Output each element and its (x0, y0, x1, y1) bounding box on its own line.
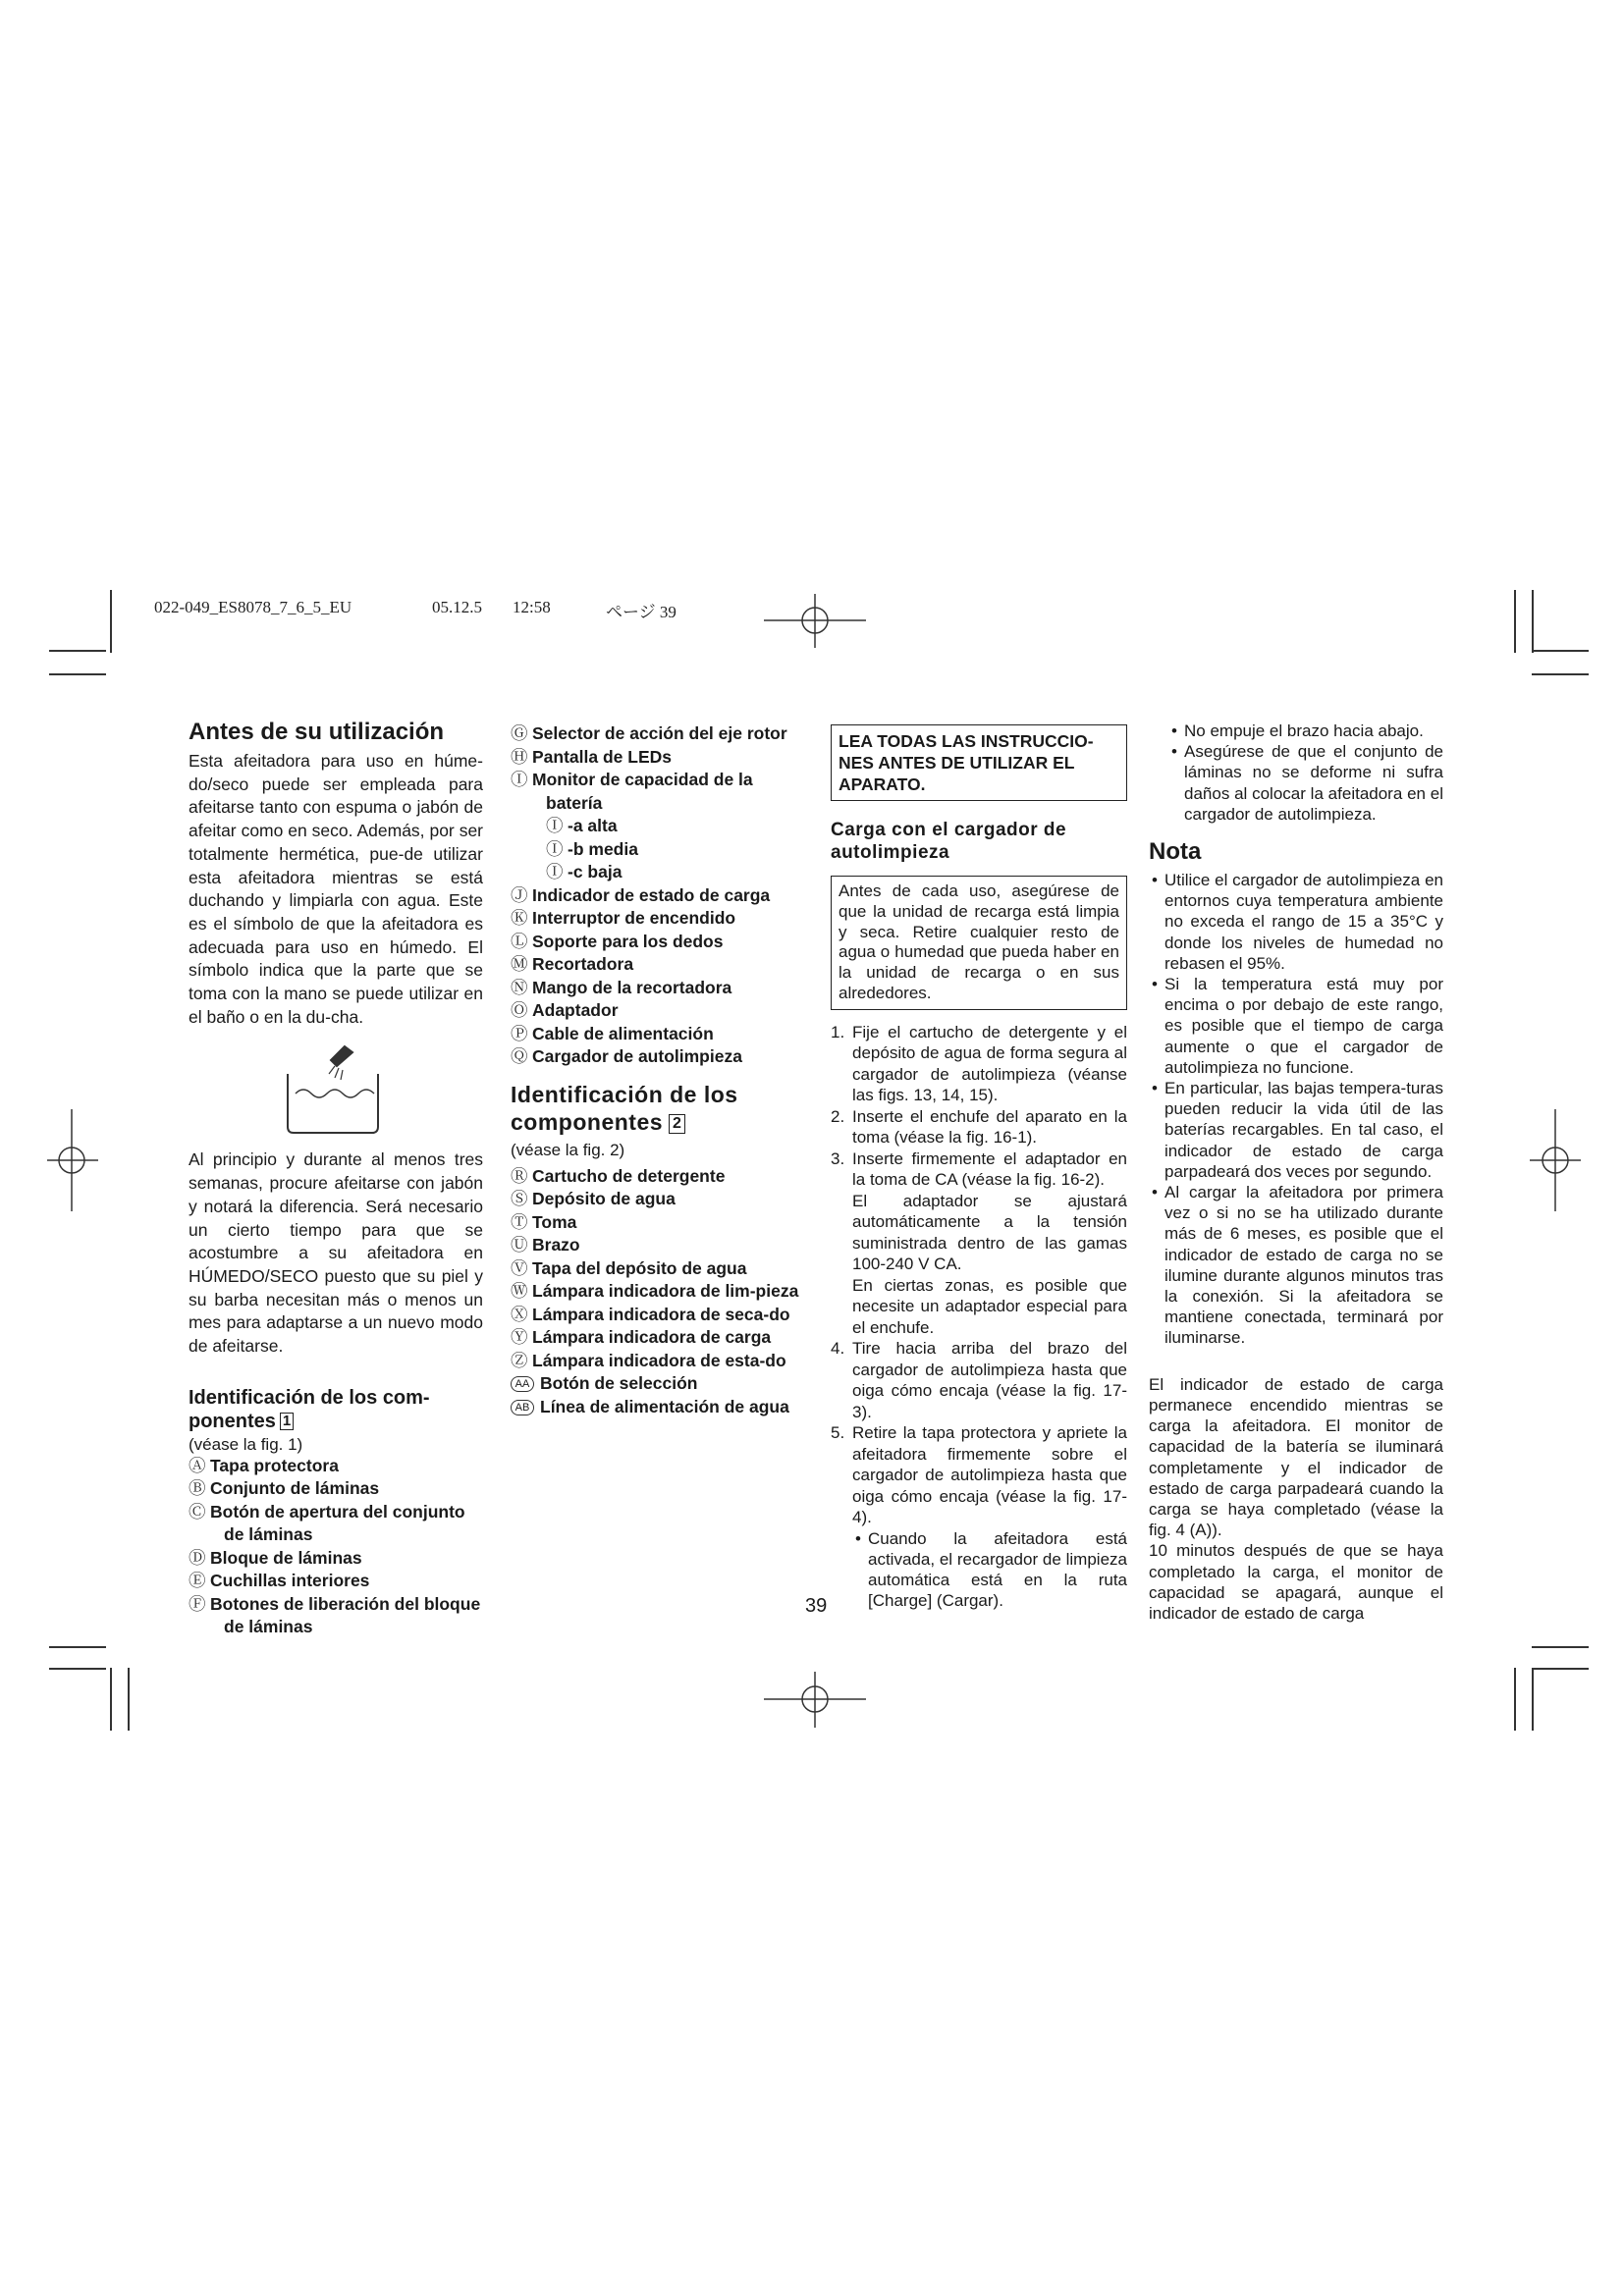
component-marker: Ⓙ (511, 884, 528, 905)
step-text: Fije el cartucho de detergente y el depósito de agua de forma segura al cargador de autolimpieza (véanse las figs. 13, 14, 15). (852, 1022, 1127, 1105)
paragraph: Al principio y durante al menos tres semanas, procure afeitarse con jabón y notará la diferencia. Será necesario un cierto tiempo para que se acostumbre a su afeitadora en HÚMEDO/SECO puesto que su piel y su barba necesitan más o menos un mes para adaptarse a un nuevo modo de afeitarse. (189, 1149, 483, 1357)
component-item (189, 1593, 483, 1639)
component-label: -b media (568, 838, 638, 859)
step-number: 5. (831, 1423, 845, 1443)
figure-number-badge: 1 (280, 1413, 294, 1430)
component-marker: Ⓜ (511, 954, 528, 974)
component-item (511, 1372, 805, 1396)
step-item (831, 1275, 1127, 1339)
registration-mark-icon (1530, 1109, 1581, 1211)
step-number: 4. (831, 1339, 845, 1359)
component-label: Brazo (532, 1235, 580, 1255)
component-marker: Ⓘ (546, 838, 564, 859)
step-text: Tire hacia arriba del brazo del cargador de autolimpieza hasta que oiga cómo encaja (véase la fig. 17-3). (852, 1339, 1127, 1421)
ident-title-text: Identificación de los componentes (511, 1081, 738, 1135)
slug-date: 05.12.5 (432, 598, 482, 616)
component-marker: Ⓟ (511, 1023, 528, 1043)
list-item: • Cuando la afeitadora está activada, el recargador de limpieza automática está en la ruta [Charge] (Cargar). (852, 1528, 1127, 1612)
component-label: Adaptador (532, 1000, 619, 1020)
component-item (511, 999, 805, 1023)
component-marker: Ⓥ (511, 1257, 528, 1278)
component-item (511, 1304, 805, 1327)
component-item (189, 1547, 483, 1571)
component-item (511, 746, 805, 770)
component-item (511, 953, 805, 977)
figure-reference: (véase la fig. 1) (189, 1434, 303, 1454)
component-label: Recortadora (532, 954, 634, 974)
figure-reference: (véase la fig. 2) (511, 1140, 625, 1159)
component-list (511, 722, 805, 1069)
component-marker: Ⓦ (511, 1281, 528, 1301)
component-label: -a alta (568, 816, 618, 835)
component-label: Toma (532, 1211, 577, 1232)
slug-page: ページ 39 (606, 603, 677, 621)
component-marker: Ⓛ (511, 931, 528, 951)
column-1 (189, 719, 483, 1639)
step-text: Inserte firmemente el adaptador en la toma de CA (véase la fig. 16-2). (852, 1148, 1127, 1190)
registration-mark-icon (47, 1109, 98, 1211)
slug-file: 022-049_ES8078_7_6_5_EU (154, 598, 352, 616)
ident-title-text: Identificación de los com-ponentes (189, 1386, 430, 1432)
component-item (511, 1165, 805, 1189)
component-marker: Ⓒ (189, 1501, 206, 1522)
component-marker: Ⓤ (511, 1235, 528, 1255)
component-marker: Ⓝ (511, 977, 528, 997)
component-label: Lámpara indicadora de seca-do (532, 1304, 790, 1324)
component-label: Cuchillas interiores (210, 1571, 370, 1591)
section-title (511, 1081, 805, 1136)
section-title: Carga con el cargador de autolimpieza (831, 820, 1067, 863)
component-marker: Ⓢ (511, 1189, 528, 1208)
slug-time: 12:58 (513, 598, 551, 616)
component-item (511, 931, 805, 954)
component-label: Línea de alimentación de agua (540, 1396, 789, 1416)
component-marker: Ⓣ (511, 1211, 528, 1232)
component-marker: Ⓘ (546, 816, 564, 835)
section-title (189, 1386, 483, 1433)
component-item (511, 1045, 805, 1069)
component-label: Tapa protectora (210, 1455, 339, 1475)
step-item (831, 1022, 1127, 1106)
column-4 (1149, 721, 1443, 1624)
component-item (511, 1211, 805, 1235)
step-item (831, 1338, 1127, 1422)
component-marker: Ⓘ (511, 770, 528, 789)
paragraph: Esta afeitadora para uso en húme-do/seco puede ser empleada para afeitarse tanto con espuma o jabón de afeitar como en seco. Además, por ser totalmente hermética, pue-de utilizar esta afeitadora mientras se está duchando y limpiarla con agua. Este es el símbolo de que la afeitadora es adecuada para uso en húmedo. El símbolo indica que la parte que se toma con la mano se puede utilizar en el baño o en la du-cha. (189, 751, 483, 1027)
component-label: Cartucho de detergente (532, 1165, 726, 1186)
component-label: Tapa del depósito de agua (532, 1257, 747, 1278)
step-item (831, 1106, 1127, 1148)
component-marker: Ⓖ (511, 723, 528, 743)
step-bullet-list (852, 1528, 1127, 1612)
component-item (189, 1501, 483, 1547)
component-label: Depósito de agua (532, 1189, 676, 1208)
component-marker: Ⓘ (546, 862, 564, 881)
component-item (511, 884, 805, 908)
section-title: Antes de su utilización (189, 719, 445, 745)
list-item: • No empuje el brazo hacia abajo. (1168, 721, 1443, 741)
step-text: Inserte el enchufe del aparato en la toma (véase la fig. 16-1). (852, 1106, 1127, 1148)
component-marker: AB (511, 1400, 534, 1415)
column-3 (831, 724, 1127, 1612)
step-text: Retire la tapa protectora y apriete la afeitadora firmemente sobre el cargador de autolimpieza hasta que oiga cómo encaja (véase la fig. 17-4). (852, 1423, 1127, 1527)
component-label: Bloque de láminas (210, 1547, 362, 1568)
column-2 (511, 722, 805, 1418)
warning-box: LEA TODAS LAS INSTRUCCIO-NES ANTES DE UTILIZAR EL APARATO. (831, 724, 1127, 801)
list-item: • Si la temperatura está muy por encima o por debajo de este rango, es posible que el tiempo de carga aumente o que el cargador de autolimpieza no funcione. (1149, 974, 1443, 1078)
step-item (831, 1422, 1127, 1528)
list-item: • Al cargar la afeitadora por primera vez o si no se ha utilizado durante más de 6 meses, es posible que el indicador de estado de carga no se ilumine durante algunos minutos tras la conexión. Si la afeitadora se mantiene conectada, terminará por iluminarse. (1149, 1182, 1443, 1349)
bullet-list (1149, 870, 1443, 1349)
component-label: -c baja (568, 862, 623, 881)
component-marker: Ⓚ (511, 908, 528, 928)
paragraph: El indicador de estado de carga permanece encendido mientras se carga la afeitadora. El monitor de capacidad de la batería se iluminará completamente y el indicador de estado de carga parpadeará cuando la carga se haya completado (véase la fig. 4 (A)). (1149, 1374, 1443, 1540)
component-marker: Ⓨ (511, 1327, 528, 1347)
component-label: Lámpara indicadora de lim-pieza (532, 1281, 799, 1301)
registration-mark-icon (764, 1672, 866, 1728)
component-item (511, 815, 805, 838)
shower-bath-icon (282, 1039, 390, 1137)
component-list (511, 1165, 805, 1419)
step-number: 2. (831, 1106, 845, 1126)
component-item (511, 861, 805, 884)
list-item: • Asegúrese de que el conjunto de láminas no se deforme ni sufra daños al colocar la afeitadora en el cargador de autolimpieza. (1168, 741, 1443, 825)
shower-figure (189, 1029, 483, 1137)
list-item: • Utilice el cargador de autolimpieza en entornos cuya temperatura ambiente no exceda el rango de 15 a 35°C y donde los niveles de humedad no rebasen el 95%. (1149, 870, 1443, 974)
component-label: Cable de alimentación (532, 1023, 714, 1043)
component-label: Interruptor de encendido (532, 908, 736, 928)
step-text: El adaptador se ajustará automáticamente a la tensión suministrada dentro de las gamas 100-240 V CA. (852, 1191, 1127, 1274)
component-item (189, 1477, 483, 1501)
component-label: Conjunto de láminas (210, 1478, 380, 1499)
component-label: Mango de la recortadora (532, 977, 732, 997)
component-label: Lámpara indicadora de esta-do (532, 1350, 786, 1370)
component-label: Cargador de autolimpieza (532, 1046, 742, 1066)
page-number: 39 (805, 1595, 828, 1617)
component-label: Botones de liberación del bloque de láminas (210, 1593, 481, 1637)
component-label: Lámpara indicadora de carga (532, 1327, 772, 1347)
step-list (831, 1022, 1127, 1528)
component-marker: Ⓠ (511, 1046, 528, 1066)
component-marker: Ⓞ (511, 1000, 528, 1020)
component-marker: Ⓓ (189, 1547, 206, 1568)
component-marker: AA (511, 1376, 534, 1392)
component-item (511, 1023, 805, 1046)
component-item (511, 1257, 805, 1281)
component-marker: Ⓔ (189, 1571, 206, 1591)
component-item (511, 1234, 805, 1257)
component-label: Indicador de estado de carga (532, 884, 771, 905)
step-number: 1. (831, 1022, 845, 1041)
component-item (511, 838, 805, 862)
step-item (831, 1148, 1127, 1191)
component-item (511, 1396, 805, 1419)
component-marker: Ⓑ (189, 1478, 206, 1499)
component-item (511, 977, 805, 1000)
component-list (189, 1455, 483, 1639)
component-item (511, 1326, 805, 1350)
component-item (189, 1570, 483, 1593)
step-item (831, 1191, 1127, 1275)
component-marker: Ⓡ (511, 1165, 528, 1186)
component-item (511, 1188, 805, 1211)
component-label: Monitor de capacidad de la batería (532, 770, 753, 813)
figure-number-badge: 2 (669, 1114, 685, 1134)
component-marker: Ⓗ (511, 746, 528, 767)
component-label: Selector de acción del eje rotor (532, 723, 787, 743)
step-text: En ciertas zonas, es posible que necesite un adaptador especial para el enchufe. (852, 1275, 1127, 1337)
component-marker: Ⓧ (511, 1304, 528, 1324)
component-item (189, 1455, 483, 1478)
component-label: Botón de apertura del conjunto de láminas (210, 1501, 465, 1545)
component-label: Botón de selección (540, 1373, 698, 1393)
component-label: Pantalla de LEDs (532, 746, 672, 767)
notice-box: Antes de cada uso, asegúrese de que la unidad de recarga está limpia y seca. Retire cualquier resto de agua o humedad que pueda haber en la unidad de recarga o en sus alrededores. (831, 876, 1127, 1010)
component-item (511, 907, 805, 931)
step-number: 3. (831, 1148, 845, 1168)
component-item (511, 1350, 805, 1373)
list-item: • En particular, las bajas tempera-turas pueden reducir la vida útil de las baterías recargables. En tal caso, el indicador de estado de carga parpadeará dos veces por segundo. (1149, 1078, 1443, 1182)
component-label: Soporte para los dedos (532, 931, 724, 951)
component-marker: Ⓩ (511, 1350, 528, 1370)
bullet-list (1168, 721, 1443, 825)
component-item (511, 769, 805, 815)
component-marker: Ⓐ (189, 1455, 206, 1475)
registration-mark-icon (764, 594, 866, 648)
component-item (511, 1280, 805, 1304)
component-marker: Ⓕ (189, 1593, 206, 1614)
component-item (511, 722, 805, 746)
section-title: Nota (1149, 838, 1202, 866)
paragraph: 10 minutos después de que se haya completado la carga, el monitor de capacidad se apagará, aunque el indicador de estado de carga (1149, 1541, 1443, 1623)
